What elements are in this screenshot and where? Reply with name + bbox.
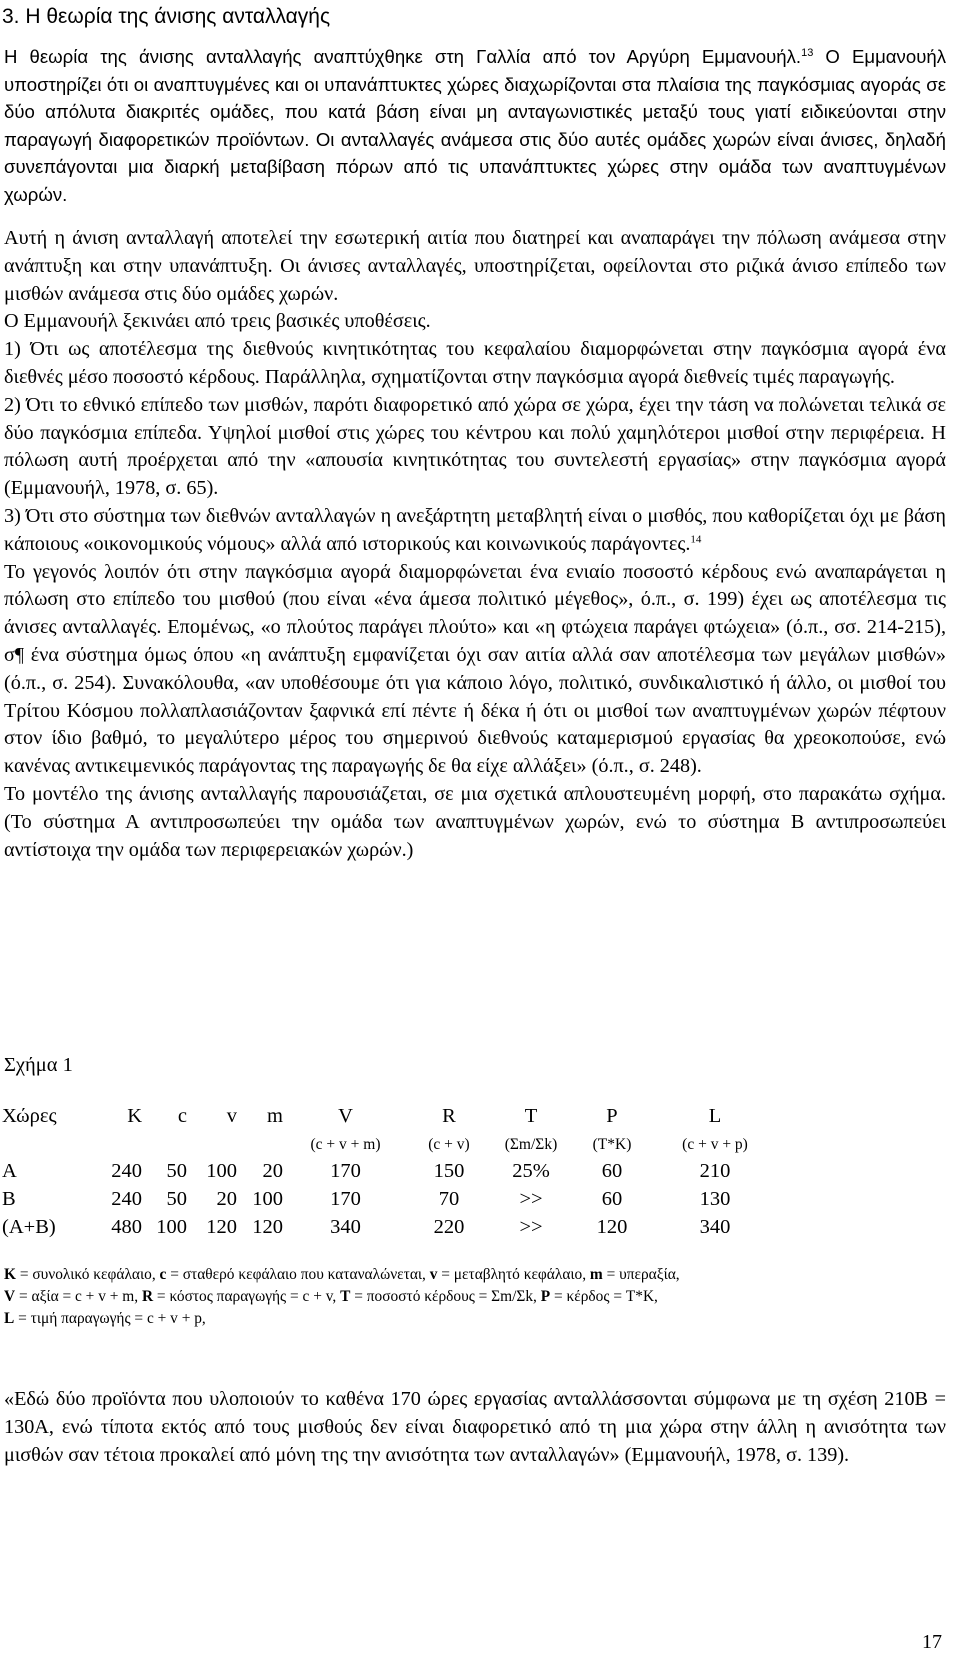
table-header-cell: V bbox=[338, 1105, 353, 1127]
intro-text: Η θεωρία της άνισης ανταλλαγής αναπτύχθηκε στη Γαλλία από τον Αργύρη Εμμανουήλ. bbox=[4, 46, 802, 67]
legend-text: = κόστος παραγωγής = c + v, bbox=[153, 1288, 341, 1305]
table-cell: 170 bbox=[330, 1159, 361, 1182]
table-cell: B bbox=[2, 1187, 16, 1210]
legend-key: T bbox=[340, 1288, 351, 1305]
table-header-cell: L bbox=[708, 1105, 722, 1127]
footnote-ref-14: 14 bbox=[690, 533, 702, 546]
table-subheader-cell bbox=[2, 1133, 84, 1157]
body-paragraph-1: Αυτή η άνιση ανταλλαγή αποτελεί την εσωτερική αιτία που διατηρεί και αναπαράγει την πόλωση ανάμεσα στην ανάπτυξη και στην υπανάπτυξη. Οι άνισες ανταλλαγές, υποστηρίζεται, οφείλονται στο ριζικά άνισο επίπεδο των μισθών ανάμεσα στις δύο ομάδες χωρών. bbox=[4, 227, 946, 305]
table-cell: 20 bbox=[216, 1187, 237, 1210]
table-cell: 120 bbox=[252, 1215, 283, 1238]
table-header-row bbox=[2, 1100, 778, 1133]
body-paragraph-7: Το μοντέλο της άνισης ανταλλαγής παρουσιάζεται, σε μια σχετικά απλουστευμένη μορφή, στο παρακάτω σχήμα. (Το σύστημα Α αντιπροσωπεύει την ομάδα των αναπτυγμένων χωρών, ενώ το σύστημα Β αντιπροσωπεύει αντίστοιχα την ομάδα των περιφερειακών χωρών.) bbox=[4, 782, 946, 861]
legend-text: = συνολικό κεφάλαιο, bbox=[15, 1266, 160, 1283]
table-cell: >> bbox=[519, 1215, 543, 1238]
table-cell: 480 bbox=[111, 1215, 142, 1238]
legend-text: = αξία = c + v + m, bbox=[15, 1288, 142, 1305]
quote-paragraph: «Εδώ δύο προϊόντα που υλοποιούν το καθένα 170 ώρες εργασίας ανταλλάσσονται σύμφωνα με τη σχέση 210B = 130A, ενώ τίποτα εκτός από τους μισθούς δεν είναι διαφορετικό από τη μια χώρα στην άλλη η ανισότητα των μισθών σαν τέτοια προκαλεί από μόνη της την ανισότητα των ανταλλαγών» (Εμμανουήλ, 1978, σ. 139). bbox=[4, 1388, 946, 1466]
table-subheader-row bbox=[2, 1133, 778, 1157]
page-number: 17 bbox=[922, 1631, 942, 1653]
body-paragraph-5-text: 3) Ότι στο σύστημα των διεθνών ανταλλαγών η ανεξάρτητη μεταβλητή είναι ο μισθός, που καθορίζεται όχι με βάση κάποιους «οικονομικούς νόμους» αλλά από ιστορικούς και κοινωνικούς παράγοντες. bbox=[4, 504, 946, 555]
table-subheader-cell bbox=[84, 1133, 142, 1157]
table-subheader-cell: (c + v + p) bbox=[682, 1136, 748, 1153]
table-row bbox=[2, 1213, 778, 1241]
table-cell: 170 bbox=[330, 1187, 361, 1210]
table-header-cell: Χώρες bbox=[2, 1105, 57, 1127]
legend-text: = μεταβλητό κεφάλαιο, bbox=[437, 1266, 590, 1283]
legend-key: K bbox=[4, 1266, 16, 1283]
legend-key: c bbox=[159, 1266, 167, 1283]
table-cell: 100 bbox=[206, 1159, 237, 1182]
table-row bbox=[2, 1157, 778, 1185]
table-cell: 70 bbox=[438, 1187, 460, 1210]
figure-table bbox=[2, 1100, 778, 1241]
legend-text: = ποσοστό κέρδους = Σm/Σk, bbox=[350, 1288, 541, 1305]
table-header-cell: m bbox=[267, 1105, 283, 1127]
legend-text: = τιμή παραγωγής = c + v + p, bbox=[14, 1310, 206, 1327]
body-text bbox=[4, 225, 946, 864]
body-paragraph-2: Ο Εμμανουήλ ξεκινάει από τρεις βασικές υποθέσεις. bbox=[4, 310, 431, 333]
intro-paragraph bbox=[4, 43, 946, 209]
figure-label: Σχήμα 1 bbox=[4, 1054, 73, 1076]
legend-key: v bbox=[429, 1266, 438, 1283]
table-cell: 240 bbox=[111, 1159, 142, 1182]
body-paragraph-5 bbox=[4, 503, 946, 559]
legend-key: P bbox=[540, 1288, 551, 1305]
legend-text: = κέρδος = T*K, bbox=[550, 1288, 658, 1305]
table-cell: 100 bbox=[156, 1215, 187, 1238]
table-subheader-cell bbox=[187, 1133, 237, 1157]
table-cell: 340 bbox=[699, 1215, 731, 1238]
legend-key: L bbox=[4, 1310, 15, 1327]
legend-line-2 bbox=[4, 1286, 946, 1308]
body-paragraph-4: 2) Ότι το εθνικό επίπεδο των μισθών, παρότι διαφορετικό από χώρα σε χώρα, έχει την τάση να πολώνεται τελικά σε δύο παγκόσμια επίπεδα. Υψηλοί μισθοί στις χώρες του κέντρου και πολύ χαμηλότεροι μισθοί στην περιφέρεια. Η πόλωση αυτή προέρχεται από την «απουσία κινητικότητας του συντελεστή εργασίας» στην παγκόσμια αγορά (Εμμανουήλ, 1978, σ. 65). bbox=[4, 393, 946, 500]
table-cell: 210 bbox=[699, 1159, 731, 1182]
body-paragraph-3: 1) Ότι ως αποτέλεσμα της διεθνούς κινητικότητας του κεφαλαίου διαμορφώνεται στην παγκόσμια αγορά ένα διεθνές μέσο ποσοστό κέρδους. Παράλληλα, σχηματίζονται στην παγκόσμια αγορά διεθνείς τιμές παραγωγής. bbox=[4, 338, 946, 388]
table-subheader-cell: (c + v + m) bbox=[310, 1136, 381, 1153]
table-cell: 50 bbox=[166, 1159, 187, 1182]
legend-key: V bbox=[4, 1288, 16, 1305]
table-cell: 120 bbox=[206, 1215, 237, 1238]
table-header-cell: v bbox=[226, 1105, 237, 1127]
section-heading: 3. Η θεωρία της άνισης ανταλλαγής bbox=[2, 5, 331, 28]
table-cell: 130 bbox=[699, 1187, 731, 1210]
table-subheader-cell: (Σm/Σk) bbox=[504, 1136, 558, 1153]
legend-key: R bbox=[141, 1288, 154, 1305]
table-cell: A bbox=[2, 1159, 17, 1182]
table-cell: 220 bbox=[433, 1215, 465, 1238]
table-cell: 60 bbox=[601, 1187, 623, 1210]
legend-text: = υπεραξία, bbox=[602, 1266, 680, 1283]
table-subheader-cell: (c + v) bbox=[428, 1136, 470, 1153]
table-subheader-cell bbox=[237, 1133, 283, 1157]
table-header-cell: K bbox=[127, 1105, 142, 1127]
intro-rest: Ο Εμμανουήλ υποστηρίζει ότι οι αναπτυγμένες και οι υπανάπτυκτες χώρες διαχωρίζονται στα πλαίσια της παγκόσμιας αγοράς σε δύο απόλυτα διακριτές ομάδες, που κατά βάση είναι μη ανταγωνιστικές μεταξύ τους γιατί ειδικεύονται στην παραγωγή διαφορετικών προϊόντων. Οι ανταλλαγές ανάμεσα στις δύο αυτές ομάδες χωρών είναι άνισες, δηλαδή συνεπάγονται μια διαρκή μεταβίβαση πόρων από τις υπανάπτυκτες χώρες στην ομάδα των αναπτυγμένων χωρών. bbox=[4, 46, 947, 205]
footnote-ref-13: 13 bbox=[801, 46, 814, 59]
table-cell: 50 bbox=[166, 1187, 187, 1210]
legend-line-3 bbox=[4, 1308, 946, 1330]
figure-legend bbox=[4, 1264, 946, 1330]
table-header-cell: R bbox=[442, 1105, 456, 1127]
table-cell: 60 bbox=[601, 1159, 623, 1182]
legend-text: = σταθερό κεφάλαιο που καταναλώνεται, bbox=[166, 1266, 430, 1283]
table-cell: 340 bbox=[330, 1215, 361, 1238]
table-row bbox=[2, 1185, 778, 1213]
table-cell: >> bbox=[519, 1187, 543, 1210]
table-header-cell: P bbox=[606, 1105, 618, 1127]
table-cell: 25% bbox=[512, 1159, 550, 1182]
table-cell: 240 bbox=[111, 1187, 142, 1210]
table-cell: 20 bbox=[262, 1159, 283, 1182]
table-cell: (A+B) bbox=[2, 1215, 56, 1238]
table-cell: 150 bbox=[433, 1159, 465, 1182]
table-cell: 100 bbox=[252, 1187, 283, 1210]
table-cell: 120 bbox=[596, 1215, 628, 1238]
body-paragraph-6: Το γεγονός λοιπόν ότι στην παγκόσμια αγορά διαμορφώνεται ένα ενιαίο ποσοστό κέρδους ενώ αναπαράγεται η πόλωση στο επίπεδο του μισθού (που είναι «ένα άμεσα πολιτικό μέγεθος», ό.π., σ. 199) έχει ως αποτέλεσμα τις άνισες ανταλλαγές. Επομένως, «ο πλούτος παράγει πλούτο» και «η φτώχεια παράγει φτώχεια» (ό.π., σσ. 214-215), σ¶ ένα σύστημα όμως όπου «η ανάπτυξη εμφανίζεται όχι σαν αιτία αλλά σαν αποτέλεσμα των μεγάλων μισθών» (ό.π., σ. 254). Συνακόλουθα, «αν υποθέσουμε ότι για κάποιο λόγο, πολιτικό, συνδικαλιστικό ή άλλο, οι μισθοί του Τρίτου Κόσμου πολλαπλασιάζονταν ξαφνικά επί πέντε ή δέκα ή ότι οι μισθοί των αναπτυγμένων χωρών πέφτουν στον ίδιο βαθμό, το μεγαλύτερο μέρος του σημερινού διεθνούς καταμερισμού εργασίας θα χρεοκοπούσε, ενώ κανένας αντικειμενικός παράγοντας της παραγωγής δε θα είχε αλλάξει» (ό.π., σ. 248). bbox=[4, 560, 946, 778]
table-subheader-cell bbox=[142, 1133, 187, 1157]
table-header-cell: c bbox=[177, 1105, 187, 1127]
table-subheader-cell: (T*K) bbox=[592, 1136, 632, 1153]
legend-line-1 bbox=[4, 1264, 946, 1286]
table-header-cell: T bbox=[524, 1105, 538, 1127]
legend-key: m bbox=[589, 1266, 603, 1283]
